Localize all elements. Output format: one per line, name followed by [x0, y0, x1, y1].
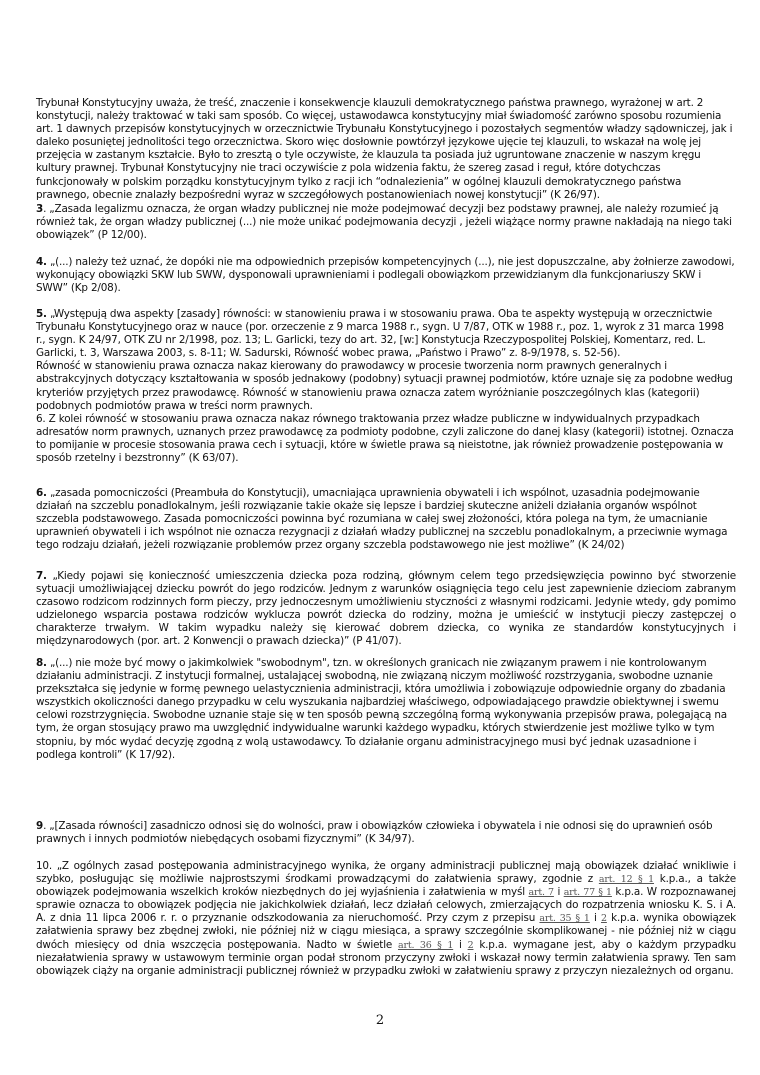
item-number: 3: [36, 203, 44, 215]
paragraph-10: 10. „Z ogólnych zasad postępowania administracyjnego wynika, że organy administracji publicznej mają obowiązek działać wnikliwie i szybko, posługując się możliwie najprostszymi środkami prowadzącymi do załatwienia sprawy, zgodnie z art. 12 § 1 k.p.a., a także obowiązek podejmowania wszelkich kroków niezbędnych do jej wyjaśnienia i załatwienia w myśl art. 7 i art. 77 § 1 k.p.a. W rozpoznawanej sprawie oznacza to obowiązek podjęcia nie jakichkolwiek działań, lecz działań celowych, zmierzających do rozpatrzenia wniosku K. S. i A. A. z dnia 11 lipca 2006 r. r. o przyznanie odszkodowania za nieruchomość. Przy czym z przepisu art. 35 § 1 i 2 k.p.a. wynika obowiązek załatwienia sprawy bez zbędnej zwłoki, nie później niż w ciągu miesiąca, a sprawy szczególnie skomplikowanej - nie później niż w ciągu dwóch miesięcy od dnia wszczęcia postępowania. Nadto w świetle art. 36 § 1 i 2 k.p.a. wymagane jest, aby o każdym przypadku niezałatwienia sprawy w ustawowym terminie organ podał stronom przyczyny zwłoki i wskazał nowy termin załatwienia sprawy. Ten sam obowiązek ciąży na organie administracji publicznej również w przypadku zwłoki w załatwieniu sprawy z przyczyn niezależnych od organu.: [36, 860, 736, 977]
page-number: 2: [375, 1013, 385, 1028]
paragraph-3: 3. „Zasada legalizmu oznacza, że organ władzy publicznej nie może podejmować decyzji bez podstawy prawnej, ale należy rozumieć ją również tak, że organ władzy publicznej (...) nie może unikać podejmowania decyzji , jeżeli wiążące normy prawne nakładają na niego taki obowiązek” (P 12/00).: [36, 203, 732, 242]
item-number: 6.: [36, 487, 47, 499]
link-art-36-par-2[interactable]: 2: [467, 939, 474, 951]
paragraph-8: 8. „(...) nie może być mowy o jakimkolwiek "swobodnym", tzn. w określonych granicach nie związanym prawem i nie kontrolowanym działaniu administracji. Z instytucji formalnej, ustalającej swobodną, nie związaną niczym możliwość rozstrzygania, swobodne uznanie przekształca się jedynie w formę pewnego uelastycznienia administracji, która umożliwia i zobowiązuje odpowiednie organy do zbadania wszystkich okoliczności danego przypadku w celu wyszukania najbardziej właściwego, odpowiadającego prawdzie obiektywnej i swemu celowi rozstrzygnięcia. Swobodne uznanie staje się w ten sposób pewną szczególną formą wykonywania przepisów prawa, polegającą na tym, że organ stosujący prawo ma uwzględnić indywidualne warunki każdego wypadku, których stwierdzenie jest możliwe tylko w tym stopniu, by móc wydać decyzję zgodną z wolą ustawodawcy. To działanie organu administracyjnego musi być jednak uzasadnione i podlega kontroli” (K 17/92).: [36, 657, 727, 761]
paragraph-5-equality-lawmaking: Równość w stanowieniu prawa oznacza nakaz kierowany do prawodawcy w procesie tworzenia norm prawnych generalnych i abstrakcyjnych dotyczący kształtowania w sposób jednakowy (podobny) sytuacji prawnej podmiotów, które uznaje się za podobne według kryteriów przyjętych przez prawodawcę. Równość w stanowieniu prawa oznacza zatem wyróżnianie poszczególnych klas (kategorii) podobnych podmiotów prawa w treści norm prawnych.: [36, 360, 733, 412]
link-art-12-par-1[interactable]: art. 12 § 1: [598, 874, 654, 886]
item-number: 4.: [36, 256, 47, 268]
paragraph-9: 9. „[Zasada równości] zasadniczo odnosi się do wolności, praw i obowiązków człowieka i obywatela i nie odnosi się do uprawnień osób prawnych i innych podmiotów niebędących osobami fizycznymi” (K 34/97).: [36, 820, 713, 846]
link-art-77-par-1[interactable]: art. 77 § 1: [563, 887, 612, 899]
link-art-35-par-2[interactable]: 2: [601, 913, 607, 925]
item-number: 8.: [36, 657, 47, 669]
item-number: 7.: [36, 570, 47, 582]
paragraph-7: 7. „Kiedy pojawi się konieczność umieszczenia dziecka poza rodziną, głównym celem tego przedsięwzięcia powinno być stworzenie sytuacji umożliwiającej dziecku powrót do jego rodziców. Jednym z warunków osiągnięcia tego celu jest zapewnienie dzieciom zabranym czasowo rodzicom rodzinnych form pieczy, przy jednoczesnym umożliwieniu styczności z własnymi rodzicami. Jedynie wtedy, gdy pomimo udzielonego wsparcia postawa rodziców wyklucza powrót dziecka do rodziny, można je umieścić w instytucji pieczy zastępczej o charakterze trwałym. W takim wypadku należy się kierować dobrem dziecka, co wynika ze standardów konstytucyjnych i międzynarodowych (por. art. 2 Konwencji o prawach dziecka)” (P 41/07).: [36, 570, 736, 648]
item-number: 9: [36, 820, 44, 832]
paragraph-6: 6. „zasada pomocniczości (Preambuła do Konstytucji), umacniająca uprawnienia obywateli i ich wspólnot, uzasadnia podejmowanie działań na szczeblu ponadlokalnym, jeśli rozwiązanie takie okaże się lepsze i bardziej skuteczne aniżeli działania organów wspólnot szczebla podstawowego. Zasada pomocniczości powinna być rozumiana w całej swej złożoności, która polega na tym, że umacnianie uprawnień obywateli i ich wspólnot nie oznacza rezygnacji z działań władzy publicznej na szczeblu ponadlokalnym, a przeciwnie wymaga tego rodzaju działań, jeżeli rozwiązanie problemów przez organy szczebla podstawowego nie jest możliwe” (K 24/02): [36, 487, 728, 552]
link-art-35-par-1[interactable]: art. 35 § 1: [539, 913, 590, 925]
paragraph-1: Trybunał Konstytucyjny uważa, że treść, znaczenie i konsekwencje klauzuli demokratycznego państwa prawnego, wyrażonej w art. 2 konstytucji, należy traktować w taki sam sposób. Co więcej, ustawodawca konstytucyjny miał świadomość zarówno sposobu rozumienia art. 1 dawnych przepisów konstytucyjnych w orzecznictwie Trybunału Konstytucyjnego i pozostałych segmentów władzy sądowniczej, jak i daleko posuniętej jednolitości tego orzecznictwa. Skoro więc dosłownie powtórzył językowe ujęcie tej klauzuli, to wskazał na wolę jej przejęcia w zastanym kształcie. Było to zresztą o tyle oczywiste, że klauzula ta posiada już ugruntowane znaczenie w naszym kręgu kultury prawnej. Trybunał Konstytucyjny nie traci oczywiście z pola widzenia faktu, że szereg zasad i reguł, które dotychczas funkcjonowały w polskim porządku konstytucyjnym tylko z racji ich “odnalezienia” w ogólnej klauzuli demokratycznego państwa prawnego, obecnie znalazły bezpośredni wyraz w szczegółowych postanowieniach nowej konstytucji” (K 26/97).: [36, 97, 733, 201]
link-art-7[interactable]: art. 7: [528, 887, 554, 899]
item-number: 5.: [36, 308, 47, 320]
paragraph-5-equality-application: 6. Z kolei równość w stosowaniu prawa oznacza nakaz równego traktowania przez władze publiczne w indywidualnych przypadkach adresatów norm prawnych, uznanych przez prawodawcę za podmioty podobne, czyli zaliczone do danej klasy (kategorii) istotnej. Oznacza to pomijanie w procesie stosowania prawa cech i sytuacji, które w świetle prawa są nieistotne, jak również prowadzenie postępowania w sposób rzetelny i bezstronny” (K 63/07).: [36, 412, 734, 465]
paragraph-4: 4. „(...) należy też uznać, że dopóki nie ma odpowiednich przepisów kompetencyjnych (...), nie jest dopuszczalne, aby żołnierze zawodowi, wykonujący obowiązki SKW lub SWW, dysponowali uprawnieniami i podlegali obowiązkom przewidzianym dla funkcjonariuszy SKW i SWW” (Kp 2/08).: [36, 256, 735, 295]
link-art-36-par-1[interactable]: art. 36 § 1: [397, 939, 454, 951]
paragraph-5: 5. „Występują dwa aspekty [zasady] równości: w stanowieniu prawa i w stosowaniu prawa. Oba te aspekty występują w orzecznictwie Trybunału Konstytucyjnego oraz w nauce (por. orzeczenie z 9 marca 1988 r., sygn. U 7/87, OTK w 1988 r., poz. 1, wyrok z 31 marca 1998 r., sygn. K 24/97, OTK ZU nr 2/1998, poz. 13; L. Garlicki, tezy do art. 32, [w:] Konstytucja Rzeczypospolitej Polskiej, Komentarz, red. L. Garlicki, t. 3, Warszawa 2003, s. 8-11; W. Sadurski, Równość wobec prawa, „Państwo i Prawo” z. 8-9/1978, s. 52-56). Równość w stanowieniu prawa oznacza nakaz kierowany do prawodawcy w procesie tworzenia norm prawnych generalnych i abstrakcyjnych dotyczący kształtowania w sposób jednakowy (podobny) sytuacji prawnej podmiotów, które uznaje się za podobne według kryteriów przyjętych przez prawodawcę. Równość w stanowieniu prawa oznacza zatem wyróżnianie poszczególnych klas (kategorii) podobnych podmiotów prawa w treści norm prawnych. 6. Z kolei równość w stosowaniu prawa oznacza nakaz równego traktowania przez władze publiczne w indywidualnych przypadkach adresatów norm prawnych, uznanych przez prawodawcę za podmioty podobne, czyli zaliczone do danej klasy (kategorii) istotnej. Oznacza to pomijanie w procesie stosowania prawa cech i sytuacji, które w świetle prawa są nieistotne, jak również prowadzenie postępowania w sposób rzetelny i bezstronny” (K 63/07).: [36, 308, 736, 465]
